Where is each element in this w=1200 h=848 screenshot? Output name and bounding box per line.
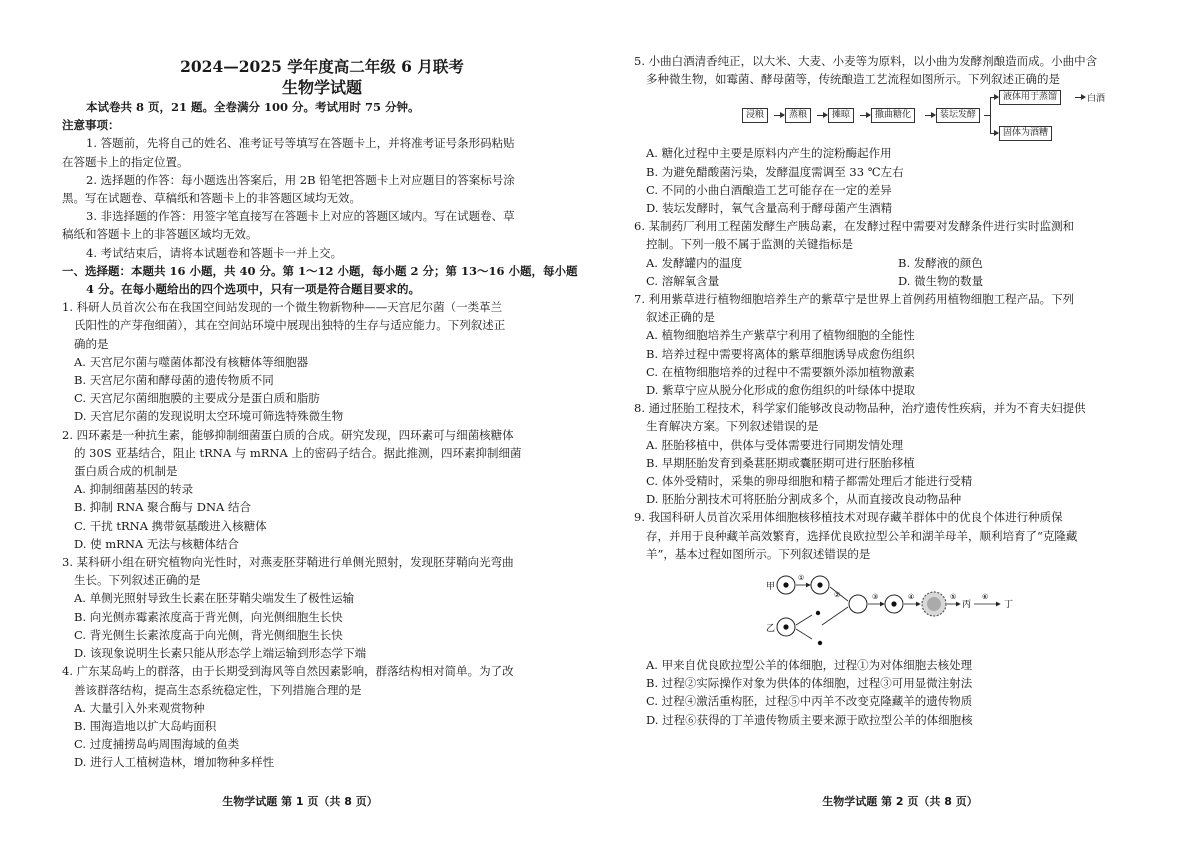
option-c[interactable]: C. 天宫尼尔菌细胞膜的主要成分是蛋白质和脂肪 xyxy=(74,391,320,406)
question-stem: 7. 利用紫草进行植物细胞培养生产的紫草宁是世界上首例药用植物细胞工程产品。下列 xyxy=(634,292,1075,307)
question-stem: 3. 某科研小组在研究植物向光性时，对燕麦胚芽鞘进行单侧光照射，发现胚芽鞘向光弯曲 xyxy=(62,555,514,570)
cell-nucleus xyxy=(783,582,788,587)
option-b[interactable]: B. 培养过程中需要将离体的紫草细胞诱导成愈伤组织 xyxy=(646,346,915,361)
option-b[interactable]: B. 发酵液的颜色 xyxy=(898,255,983,270)
flow-branch-line xyxy=(990,97,991,134)
flow-branch-stub xyxy=(984,115,990,116)
label-jia: 甲 xyxy=(766,582,776,593)
option-a[interactable]: A. 糖化过程中主要是原料内产生的淀粉酶起作用 xyxy=(646,146,892,161)
flow-step: 摊晾 xyxy=(828,108,854,123)
option-row xyxy=(634,272,1174,290)
note-line: 稿纸和答题卡上的非答题区域均无效。 xyxy=(62,227,258,242)
cloning-process-figure xyxy=(764,567,1174,652)
option-a[interactable]: A. 发酵罐内的温度 xyxy=(646,255,743,270)
question-4 xyxy=(62,662,582,771)
step-6: ⑥ xyxy=(982,593,989,602)
option-b[interactable]: B. 早期胚胎发育到桑葚胚期或囊胚期可进行胚胎移植 xyxy=(646,455,915,470)
flow-end-label: 白酒 xyxy=(1087,94,1106,105)
option-a[interactable]: A. 胚胎移植中，供体与受体需要进行同期发情处理 xyxy=(646,437,904,452)
option-c[interactable]: C. 背光侧生长素浓度高于向光侧，背光侧细胞生长快 xyxy=(74,627,343,642)
brewing-flow-diagram xyxy=(742,90,1106,140)
question-stem: 1. 科研人员首次公布在我国空间站发现的一个微生物新物种——天宫尼尔菌（一类革兰 xyxy=(62,300,503,315)
flow-step: 装坛发酵 xyxy=(936,108,980,123)
flow-arrow xyxy=(860,115,870,116)
question-stem: 6. 某制药厂利用工程菌发酵生产胰岛素，在发酵过程中需要对发酵条件进行实时监测和 xyxy=(634,219,1075,234)
cell-nucleus xyxy=(891,601,896,606)
flow-arrow xyxy=(990,97,998,98)
exam-title: 2024—2025 学年度高二年级 6 月联考 xyxy=(180,57,464,76)
option-d[interactable]: D. 天宫尼尔菌的发现说明太空环境可筛选特殊微生物 xyxy=(74,409,344,424)
cell-nucleus xyxy=(783,624,788,629)
question-7 xyxy=(634,290,1174,399)
question-5 xyxy=(634,52,1174,217)
question-stem: 5. 小曲白酒清香纯正，以大米、大麦、小麦等为原料，以小曲为发酵剂酿造而成。小曲中含 xyxy=(634,54,1098,68)
option-d[interactable]: D. 过程⑥获得的丁羊遗传物质主要来源于欧拉型公羊的体细胞核 xyxy=(646,712,973,727)
note-line: 3. 非选择题的作答：用签字笔直接写在答题卡上对应的答题区域内。写在试题卷、草 xyxy=(86,209,515,224)
option-b[interactable]: B. 过程②实际操作对象为供体的体细胞，过程③可用显微注射法 xyxy=(646,676,973,691)
option-a[interactable]: A. 单侧光照射导致生长素在胚芽鞘尖端发生了极性运输 xyxy=(74,591,355,606)
question-stem: 多种微生物，如霉菌、酵母菌等，传统酿造工艺流程如图所示。下列叙述正确的是 xyxy=(646,72,1060,87)
option-c[interactable]: C. 在植物细胞培养的过程中不需要额外添加植物激素 xyxy=(646,364,915,379)
flow-step: 蒸粮 xyxy=(785,108,811,123)
step-5: ⑤ xyxy=(950,593,957,602)
page-footer: 生物学试题 第 2 页（共 8 页） xyxy=(822,795,978,808)
flow-step: 浸粮 xyxy=(742,108,768,123)
question-stem: 控制。下列一般不属于监测的关键指标是 xyxy=(646,237,853,252)
exam-info: 本试卷共 8 页，21 题。全卷满分 100 分。考试用时 75 分钟。 xyxy=(86,100,420,114)
option-c[interactable]: C. 过程④激活重构胚，过程⑤中丙羊不改变克隆藏羊的遗传物质 xyxy=(646,694,973,709)
flow-arrow xyxy=(990,133,998,134)
merge-line xyxy=(822,607,848,625)
early-embryo-inner xyxy=(927,597,941,611)
page-1-content xyxy=(62,56,582,772)
question-stem: 的 30S 亚基结合，阻止 tRNA 与 mRNA 上的密码子结合。据此推测，四环素抑制细菌 xyxy=(74,445,522,460)
question-stem: 氏阳性的产芽孢细菌），其在空间站环境中展现出独特的生存与适应能力。下列叙述正 xyxy=(74,318,506,333)
option-a[interactable]: A. 甲来自优良欧拉型公羊的体细胞，过程①为对体细胞去核处理 xyxy=(646,658,973,673)
page-2 xyxy=(600,0,1200,848)
option-row xyxy=(634,254,1174,272)
flow-arrow xyxy=(817,115,827,116)
option-c[interactable]: C. 体外受精时，采集的卵母细胞和精子都需处理后才能进行受精 xyxy=(646,474,973,489)
cloning-diagram xyxy=(764,567,1024,649)
removed-nucleus xyxy=(816,611,820,615)
question-stem: 羊”，基本过程如图所示。下列叙述错误的是 xyxy=(646,546,871,561)
option-c[interactable]: C. 干扰 tRNA 携带氨基酸进入核糖体 xyxy=(74,518,267,533)
question-stem: 2. 四环素是一种抗生素，能够抑制细菌蛋白质的合成。研究发现，四环素可与细菌核糖体 xyxy=(62,427,514,442)
note-line: 在答题卡上的指定位置。 xyxy=(62,154,189,169)
question-3 xyxy=(62,553,582,662)
label-bing: 丙 xyxy=(962,600,972,611)
note-line: 黑。写在试题卷、草稿纸和答题卡上的非答题区域均无效。 xyxy=(62,191,361,206)
split-line xyxy=(796,615,812,625)
step-2: ② xyxy=(834,591,841,600)
flow-branch-bottom: 固体为酒糟 xyxy=(999,126,1052,141)
question-stem: 存，并用于良种藏羊高效繁育，选择优良欧拉型公羊和湖羊母羊，顺利培育了“克隆藏 xyxy=(646,528,1078,543)
question-1 xyxy=(62,298,582,425)
flow-branch-top: 液体用于蒸馏 xyxy=(999,90,1061,105)
section-heading: 一、选择题：本题共 16 小题，共 40 分。第 1～12 小题，每小题 2 分；第 13～16 小题，每小题 xyxy=(62,263,578,278)
option-d[interactable]: D. 装坛发酵时，氧气含量高利于酵母菌产生酒精 xyxy=(646,201,893,216)
question-stem: 生育解决方案。下列叙述错误的是 xyxy=(646,419,819,434)
question-stem: 善该群落结构，提高生态系统稳定性，下列措施合理的是 xyxy=(74,682,362,697)
label-ding: 丁 xyxy=(1004,600,1014,611)
split-line xyxy=(796,629,812,639)
option-a[interactable]: A. 植物细胞培养生产紫草宁利用了植物细胞的全能性 xyxy=(646,328,915,343)
step-4: ④ xyxy=(908,593,915,602)
page-2-content xyxy=(634,52,1174,729)
option-d[interactable]: D. 使 mRNA 无法与核糖体结合 xyxy=(74,536,239,551)
option-d[interactable]: D. 胚胎分割技术可将胚胎分割成多个，从而直接改良动物品种 xyxy=(646,492,962,507)
flow-arrow xyxy=(774,115,784,116)
reconstructed-cell xyxy=(849,595,867,613)
option-c[interactable]: C. 溶解氧含量 xyxy=(646,273,720,288)
question-stem: 4. 广东某岛屿上的群落，由于长期受到海风等自然因素影响，群落结构相对简单。为了改 xyxy=(62,664,514,679)
option-d[interactable]: D. 进行人工植树造林，增加物种多样性 xyxy=(74,755,275,770)
question-stem: 生长。下列叙述正确的是 xyxy=(74,573,201,588)
page-footer: 生物学试题 第 1 页（共 8 页） xyxy=(222,795,378,808)
option-d[interactable]: D. 微生物的数量 xyxy=(898,273,984,288)
option-c[interactable]: C. 不同的小曲白酒酿造工艺可能存在一定的差异 xyxy=(646,182,892,197)
label-yi: 乙 xyxy=(766,624,776,635)
note-line: 1. 答题前，先将自己的姓名、准考证号等填写在答题卡上，并将准考证号条形码粘贴 xyxy=(86,136,515,151)
question-stem: 确的是 xyxy=(74,336,109,351)
option-a[interactable]: A. 大量引入外来观赏物种 xyxy=(74,700,205,715)
step-3: ③ xyxy=(872,593,879,602)
removed-nucleus xyxy=(818,641,822,645)
option-b[interactable]: B. 为避免醋酸菌污染，发酵温度需调至 33 ℃左右 xyxy=(646,164,904,179)
notes-list xyxy=(62,134,582,261)
flow-step: 撒曲糖化 xyxy=(871,108,915,123)
question-stem: 蛋白质合成的机制是 xyxy=(74,464,178,479)
flow-arrow xyxy=(925,115,935,116)
cell-nucleus xyxy=(817,582,822,587)
section-heading-cont: 4 分。在每小题给出的四个选项中，只有一项是符合题目要求的。 xyxy=(86,282,421,297)
step-1: ① xyxy=(798,574,805,583)
option-b[interactable]: B. 天宫尼尔菌和酵母菌的遗传物质不同 xyxy=(74,373,274,388)
option-d[interactable]: D. 紫草宁应从脱分化形成的愈伤组织的叶绿体中提取 xyxy=(646,383,916,398)
notes-heading: 注意事项： xyxy=(62,118,120,133)
option-d[interactable]: D. 该现象说明生长素只能从形态学上端运输到形态学下端 xyxy=(74,646,367,661)
option-c[interactable]: C. 过度捕捞岛屿周围海域的鱼类 xyxy=(74,737,240,752)
question-2 xyxy=(62,426,582,553)
question-8 xyxy=(634,399,1174,508)
note-line: 2. 选择题的作答：每小题选出答案后，用 2B 铅笔把答题卡上对应题目的答案标号涂 xyxy=(86,172,515,187)
option-b[interactable]: B. 围海造地以扩大岛屿面积 xyxy=(74,718,217,733)
exam-subtitle: 生物学试题 xyxy=(281,78,362,97)
question-stem: 9. 我国科研人员首次采用体细胞核移植技术对现存藏羊群体中的优良个体进行种质保 xyxy=(634,510,1063,525)
note-line: 4. 考试结束后，请将本试题卷和答题卡一并上交。 xyxy=(86,245,343,260)
question-6 xyxy=(634,217,1174,290)
flow-arrow xyxy=(1075,97,1085,98)
option-a[interactable]: A. 抑制细菌基因的转录 xyxy=(74,482,194,497)
question-stem: 8. 通过胚胎工程技术，科学家们能够改良动物品种，治疗遗传性疾病，并为不育夫妇提供 xyxy=(634,401,1086,416)
question-9 xyxy=(634,508,1174,728)
option-b[interactable]: B. 抑制 RNA 聚合酶与 DNA 结合 xyxy=(74,500,251,515)
option-b[interactable]: B. 向光侧赤霉素浓度高于背光侧，向光侧细胞生长快 xyxy=(74,609,343,624)
option-a[interactable]: A. 天宫尼尔菌与噬菌体都没有核糖体等细胞器 xyxy=(74,354,309,369)
question-stem: 叙述正确的是 xyxy=(646,310,715,325)
